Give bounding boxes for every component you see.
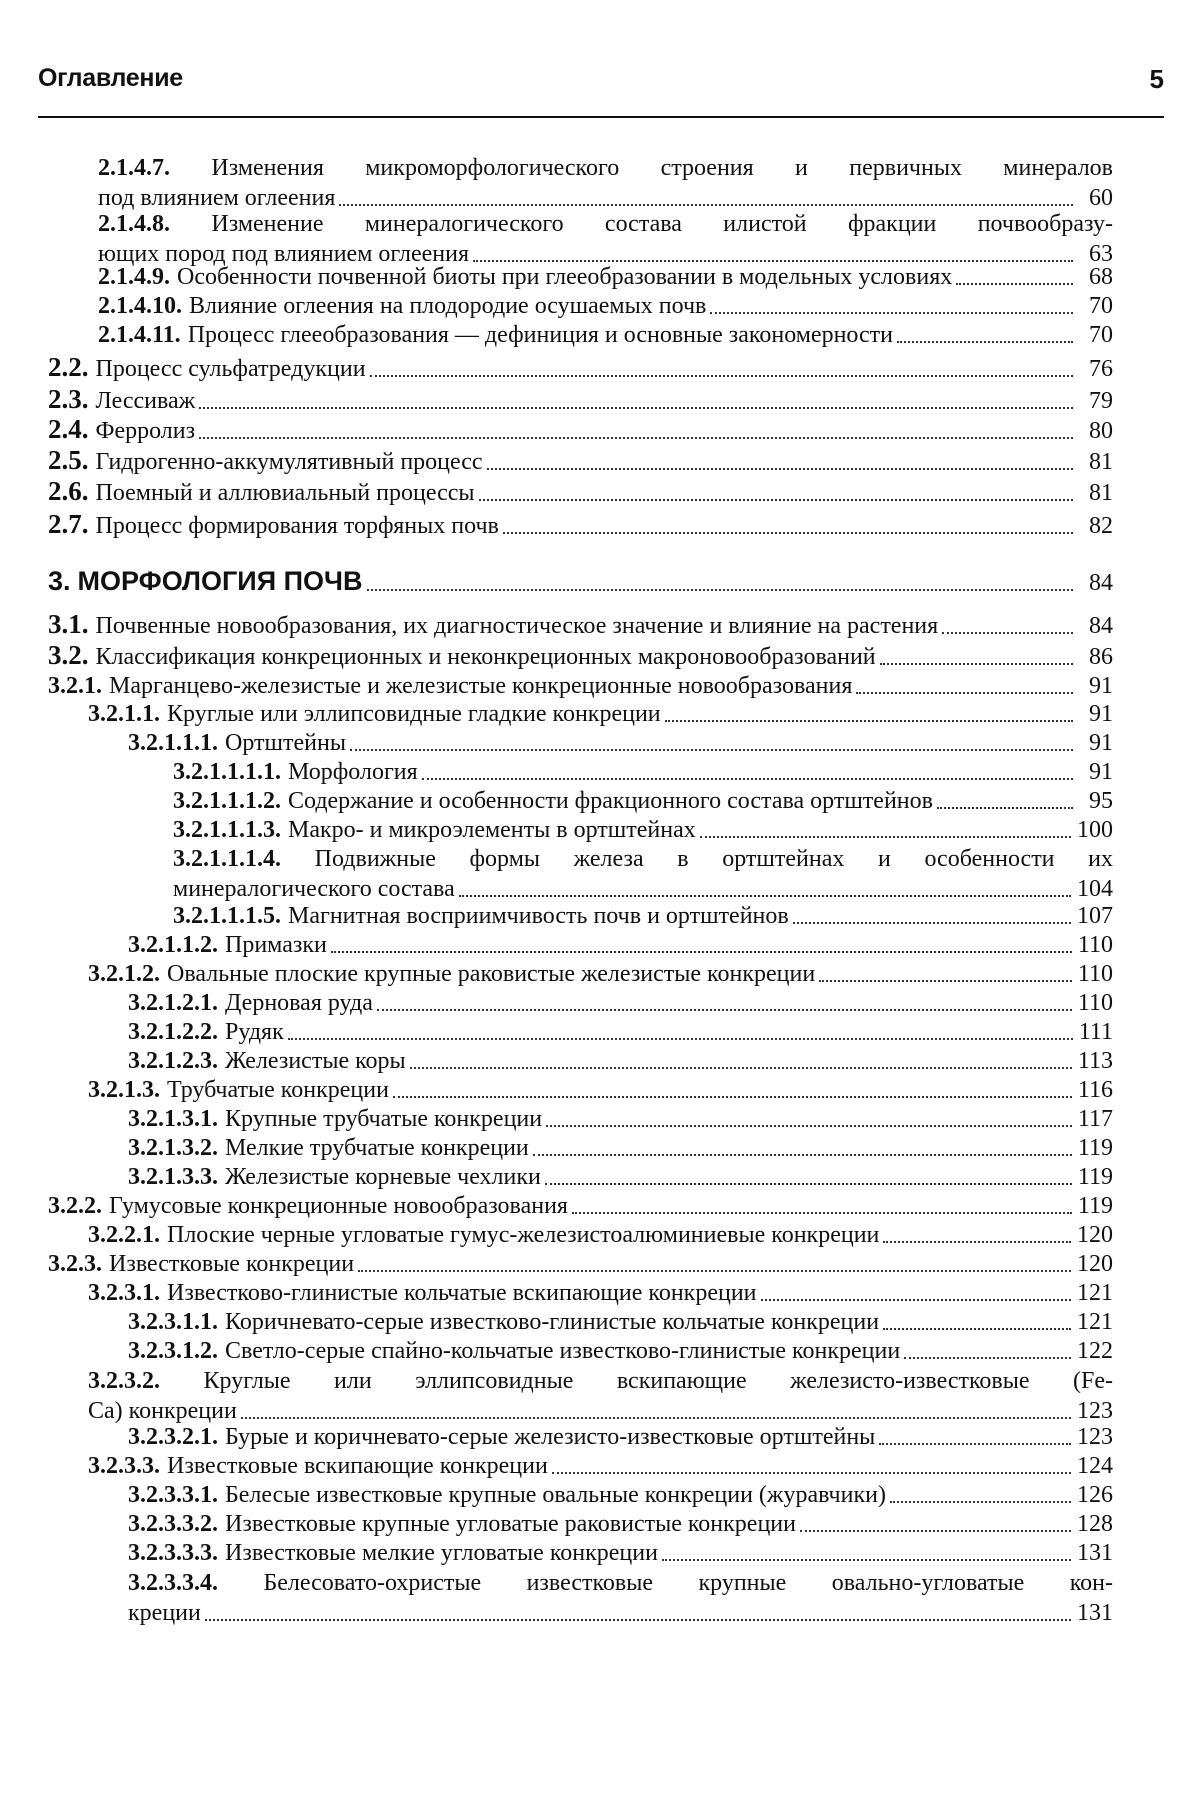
toc-entry-title-start: Изменение минералогического состава илистой фракции почвообразу-: [211, 211, 1114, 237]
toc-entry-title: Белесые известковые крупные овальные конкреции (журавчики): [225, 1482, 886, 1508]
toc-entry-line: [48, 609, 1113, 641]
toc-entry-page: 82: [1089, 513, 1113, 539]
toc-entry-line: [128, 1017, 1113, 1047]
dot-leader: [761, 1298, 1071, 1301]
toc-entry[interactable]: [128, 988, 1113, 1018]
toc-entry-title: Лессиваж: [95, 388, 196, 414]
toc-entry-number: 2.4.: [48, 414, 89, 444]
toc-entry-page: 120: [1077, 1222, 1113, 1248]
toc-entry[interactable]: [48, 384, 1113, 416]
toc-entry-number: 3.2.3.3.3.: [128, 1540, 218, 1566]
toc-entry-number: 3.2.1.1.1.4.: [173, 846, 281, 872]
toc-entry[interactable]: [173, 844, 1113, 904]
toc-entry-page: 60: [1089, 185, 1113, 211]
toc-entry-line: [128, 1509, 1113, 1539]
toc-entry[interactable]: [48, 671, 1113, 701]
dot-leader: [533, 1153, 1072, 1156]
dot-leader: [956, 282, 1073, 285]
toc-entry-number: 2.1.4.11.: [98, 322, 181, 348]
toc-entry-title: Ортштейны: [225, 730, 346, 756]
toc-entry-line: [98, 262, 1113, 292]
toc-entry-page: 91: [1089, 673, 1113, 699]
dot-leader: [487, 467, 1073, 470]
toc-entry[interactable]: [88, 1220, 1113, 1250]
toc-entry-title: Морфология: [288, 759, 418, 785]
toc-entry-line: [128, 1046, 1113, 1076]
dot-leader: [880, 662, 1073, 665]
toc-entry-number: 3.2.1.2.3.: [128, 1048, 218, 1074]
toc-entry-page: 116: [1077, 1077, 1113, 1103]
toc-entry-line: [128, 988, 1113, 1018]
toc-entry[interactable]: [128, 728, 1113, 758]
toc-entry-page: 81: [1089, 480, 1113, 506]
toc-entry-title: Бурые и коричневато-серые железисто-известковые ортштейны: [225, 1424, 876, 1450]
toc-entry-line: [48, 671, 1113, 701]
toc-entry-page: 63: [1089, 241, 1113, 267]
toc-entry-page: 91: [1089, 759, 1113, 785]
toc-entry-title: Рудяк: [225, 1019, 284, 1045]
toc-entry-title: Светло-серые спайно-кольчатые известково-глинистые конкреции: [225, 1338, 901, 1364]
dot-leader: [897, 340, 1073, 343]
toc-entry-page: 128: [1077, 1511, 1113, 1537]
toc-entry-number: 3.2.1.3.1.: [128, 1106, 218, 1132]
toc-entry-line: [88, 1220, 1113, 1250]
toc-entry-number: 2.1.4.8.: [98, 211, 170, 237]
toc-entry-page: 80: [1089, 418, 1113, 444]
toc-entry[interactable]: [128, 1104, 1113, 1134]
toc-entry-title: Поемный и аллювиальный процессы: [95, 480, 475, 506]
toc-entry-title: ющих пород под влиянием оглеения: [98, 241, 470, 267]
toc-entry-title: Гидрогенно-аккумулятивный процесс: [95, 449, 483, 475]
toc-entry[interactable]: [88, 959, 1113, 989]
toc-entry-page: 95: [1089, 788, 1113, 814]
toc-entry-first-line: [128, 1568, 1113, 1598]
toc-entry-first-line: [98, 209, 1113, 239]
toc-entry-page: 110: [1077, 932, 1113, 958]
toc-entry-title: Ферролиз: [95, 418, 196, 444]
toc-entry-page: 117: [1077, 1106, 1113, 1132]
toc-entry-number: 3.2.1.1.1.1.: [173, 759, 281, 785]
dot-leader: [904, 1356, 1071, 1359]
toc-entry-line: [173, 815, 1113, 845]
toc-entry-number: 3.2.1.3.3.: [128, 1164, 218, 1190]
toc-entry-line: [48, 445, 1113, 477]
toc-entry-line: [98, 320, 1113, 350]
toc-entry-number: 3.2.2.: [48, 1193, 102, 1219]
toc-entry-page: 111: [1078, 1019, 1113, 1045]
toc-entry[interactable]: [173, 757, 1113, 787]
toc-entry-number: 3.2.1.1.1.2.: [173, 788, 281, 814]
toc-entry-page: 79: [1089, 388, 1113, 414]
dot-leader: [819, 979, 1072, 982]
dot-leader: [367, 588, 1074, 591]
toc-entry-page: 126: [1077, 1482, 1113, 1508]
dot-leader: [572, 1211, 1072, 1214]
toc-entry-number: 3.2.1.1.: [88, 701, 160, 727]
toc-entry-title: Крупные трубчатые конкреции: [225, 1106, 543, 1132]
toc-entry-page: 121: [1077, 1280, 1113, 1306]
dot-leader: [883, 1327, 1071, 1330]
toc-entry-line: [128, 1480, 1113, 1510]
toc-entry-title-start: Белесовато-охристые известковые крупные овально-угловатые кон-: [263, 1570, 1114, 1596]
toc-entry[interactable]: [88, 1075, 1113, 1105]
toc-entry-title: Известково-глинистые кольчатые вскипающие конкреции: [167, 1280, 757, 1306]
toc-entry-number: 3.2.: [48, 640, 89, 670]
toc-entry-page: 70: [1089, 322, 1113, 348]
toc-entry-page: 104: [1077, 876, 1113, 902]
toc-entry-page: 123: [1077, 1424, 1113, 1450]
toc-entry-number: 3.2.3.3.: [88, 1453, 160, 1479]
dot-leader: [288, 1037, 1073, 1040]
toc-entry[interactable]: [88, 1451, 1113, 1481]
toc-entry-title: Круглые или эллипсовидные гладкие конкреции: [167, 701, 661, 727]
toc-entry-page: 68: [1089, 264, 1113, 290]
toc-entry-line: [48, 566, 1113, 598]
toc-entry-page: 121: [1077, 1309, 1113, 1335]
toc-entry-page: 110: [1077, 961, 1113, 987]
dot-leader: [710, 311, 1073, 314]
dot-leader: [199, 436, 1073, 439]
toc-entry-number: 3.2.1.2.2.: [128, 1019, 218, 1045]
toc-entry-page: 131: [1077, 1600, 1113, 1626]
dot-leader: [241, 1416, 1071, 1419]
toc-entry-number: 3.2.1.3.2.: [128, 1135, 218, 1161]
dot-leader: [879, 1442, 1071, 1445]
dot-leader: [552, 1471, 1071, 1474]
toc-entry-number: 3.2.1.2.: [88, 961, 160, 987]
toc-entry-page: 131: [1077, 1540, 1113, 1566]
toc-entry-title-start: Изменения микроморфологического строения и первичных минералов: [211, 155, 1114, 181]
toc-entry[interactable]: [48, 640, 1113, 672]
toc-entry-number: 3.2.1.2.1.: [128, 990, 218, 1016]
toc-entry-title-start: Круглые или эллипсовидные вскипающие железисто-известковые (Fe-: [203, 1368, 1114, 1394]
toc-entry-title: Почвенные новообразования, их диагностическое значение и влияние на растения: [95, 613, 939, 639]
toc-entry-title: Плоские черные угловатые гумус-железистоалюминиевые конкреции: [167, 1222, 880, 1248]
toc-entry-line: [128, 1538, 1113, 1568]
toc-entry-title: минералогического состава: [173, 876, 455, 902]
toc-entry-line: [48, 509, 1113, 541]
toc-entry-title: Трубчатые конкреции: [167, 1077, 389, 1103]
toc-entry-page: 119: [1077, 1164, 1113, 1190]
toc-entry-page: 91: [1089, 701, 1113, 727]
toc-entry-number: 3.2.3.3.2.: [128, 1511, 218, 1537]
toc-entry-number: 2.3.: [48, 384, 89, 414]
toc-entry-title: Процесс формирования торфяных почв: [95, 513, 499, 539]
toc-entry-line: [48, 1249, 1113, 1279]
toc-entry-first-line: [173, 844, 1113, 874]
dot-leader: [546, 1124, 1072, 1127]
toc-entry-line: [128, 1162, 1113, 1192]
toc-entry-number: 3.2.3.3.1.: [128, 1482, 218, 1508]
dot-leader: [205, 1618, 1071, 1621]
toc-entry-page: 76: [1089, 356, 1113, 382]
toc-entry[interactable]: [48, 509, 1113, 541]
toc-entry-line: [48, 414, 1113, 446]
toc-entry-page: 123: [1077, 1398, 1113, 1424]
toc-entry-line: [173, 757, 1113, 787]
dot-leader: [350, 748, 1073, 751]
toc-entry[interactable]: [128, 1133, 1113, 1163]
toc-entry-title: Известковые вскипающие конкреции: [167, 1453, 548, 1479]
toc-entry[interactable]: [128, 1422, 1113, 1452]
toc-entry-number: 3.: [48, 566, 71, 596]
toc-entry[interactable]: [173, 815, 1113, 845]
toc-entry-line: [173, 901, 1113, 931]
header-title: Оглавление: [38, 64, 183, 92]
toc-entry[interactable]: [128, 1336, 1113, 1366]
toc-entry-title: Известковые конкреции: [109, 1251, 355, 1277]
toc-entry-number: 3.1.: [48, 609, 89, 639]
toc-entry[interactable]: [48, 445, 1113, 477]
toc-entry[interactable]: [128, 1162, 1113, 1192]
toc-entry-title: Содержание и особенности фракционного состава ортштейнов: [288, 788, 933, 814]
toc-entry-number: 3.2.1.1.1.: [128, 730, 218, 756]
toc-entry[interactable]: [98, 153, 1113, 213]
toc-entry-number: 3.2.1.1.2.: [128, 932, 218, 958]
toc-entry-title: Коричневато-серые известково-глинистые кольчатые конкреции: [225, 1309, 880, 1335]
toc-entry-line: [88, 1451, 1113, 1481]
dot-leader: [665, 719, 1073, 722]
toc-entry-title: Железистые корневые чехлики: [225, 1164, 541, 1190]
dot-leader: [856, 691, 1073, 694]
toc-entry-line: [128, 1422, 1113, 1452]
toc-entry-line: [128, 1133, 1113, 1163]
toc-entry-line: [173, 874, 1113, 904]
toc-entry-number: 3.2.2.1.: [88, 1222, 160, 1248]
toc-entry-number: 2.1.4.10.: [98, 293, 182, 319]
toc-entry-number: 3.2.3.1.1.: [128, 1309, 218, 1335]
toc-entry-page: 119: [1077, 1193, 1113, 1219]
dot-leader: [370, 374, 1073, 377]
toc-entry-line: [48, 1191, 1113, 1221]
toc-entry-page: 70: [1089, 293, 1113, 319]
toc-entry-line: [48, 640, 1113, 672]
dot-leader: [883, 1240, 1071, 1243]
dot-leader: [393, 1095, 1072, 1098]
dot-leader: [503, 531, 1073, 534]
toc-entry-line: [48, 384, 1113, 416]
toc-entry-page: 81: [1089, 449, 1113, 475]
toc-entry-title: Ca) конкреции: [88, 1398, 237, 1424]
toc-entry-number: 3.2.1.: [48, 673, 102, 699]
toc-entry-number: 3.2.3.3.4.: [128, 1570, 218, 1596]
toc-entry[interactable]: [128, 1538, 1113, 1568]
toc-entry-first-line: [98, 153, 1113, 183]
toc-entry[interactable]: [173, 901, 1113, 931]
toc-entry-line: [128, 1598, 1113, 1628]
toc-entry[interactable]: [173, 786, 1113, 816]
dot-leader: [800, 1529, 1071, 1532]
toc-entry-number: 3.2.3.1.2.: [128, 1338, 218, 1364]
toc-entry[interactable]: [88, 1278, 1113, 1308]
toc-entry[interactable]: [48, 1191, 1113, 1221]
toc-entry-title: Известковые мелкие угловатые конкреции: [225, 1540, 658, 1566]
dot-leader: [331, 950, 1072, 953]
toc-entry-number: 3.2.1.1.1.5.: [173, 903, 281, 929]
toc-entry-line: [88, 959, 1113, 989]
dot-leader: [339, 203, 1073, 206]
toc-entry-number: 3.2.3.1.: [88, 1280, 160, 1306]
toc-entry[interactable]: [48, 352, 1113, 384]
toc-entry-page: 86: [1089, 644, 1113, 670]
running-header: [38, 64, 1164, 118]
toc-entry-number: 2.5.: [48, 445, 89, 475]
toc-entry[interactable]: [128, 1568, 1113, 1628]
toc-entry[interactable]: [88, 699, 1113, 729]
dot-leader: [422, 777, 1073, 780]
toc-entry[interactable]: [128, 1017, 1113, 1047]
toc-entry[interactable]: [98, 209, 1113, 269]
dot-leader: [459, 894, 1071, 897]
toc-entry-page: 124: [1077, 1453, 1113, 1479]
toc-entry-line: [173, 786, 1113, 816]
toc-entry-title: Магнитная восприимчивость почв и ортштейнов: [288, 903, 789, 929]
toc-entry-page: 122: [1077, 1338, 1113, 1364]
toc-entry-line: [88, 699, 1113, 729]
toc-entry[interactable]: [48, 566, 1113, 598]
toc-entry-line: [128, 1307, 1113, 1337]
header-page-number: 5: [1149, 64, 1164, 94]
toc-entry-title: Мелкие трубчатые конкреции: [225, 1135, 529, 1161]
toc-entry[interactable]: [128, 1046, 1113, 1076]
dot-leader: [358, 1269, 1071, 1272]
toc-entry-page: 91: [1089, 730, 1113, 756]
toc-entry-title: Дерновая руда: [225, 990, 373, 1016]
toc-entry-title: Влияние оглеения на плодородие осушаемых почв: [189, 293, 707, 319]
toc-entry-title: Классификация конкреционных и неконкреционных макроновообразований: [95, 644, 876, 670]
toc-entry-line: [48, 476, 1113, 508]
toc-entry-number: 3.2.3.2.1.: [128, 1424, 218, 1450]
toc-entry-page: 84: [1089, 613, 1113, 639]
toc-entry-number: 2.1.4.9.: [98, 264, 170, 290]
toc-entry[interactable]: [128, 1480, 1113, 1510]
toc-entry[interactable]: [48, 414, 1113, 446]
toc-entry-title: Железистые коры: [225, 1048, 406, 1074]
toc-entry-line: [88, 1075, 1113, 1105]
toc-entry-page: 100: [1077, 817, 1113, 843]
toc-entry-title: Марганцево-железистые и железистые конкреционные новообразования: [109, 673, 853, 699]
toc-entry-title: Известковые крупные угловатые раковистые конкреции: [225, 1511, 796, 1537]
dot-leader: [199, 406, 1073, 409]
toc-entry-title: Макро- и микроэлементы в ортштейнах: [288, 817, 696, 843]
toc-entry-number: 2.1.4.7.: [98, 155, 170, 181]
dot-leader: [479, 498, 1073, 501]
dot-leader: [937, 806, 1073, 809]
dot-leader: [942, 631, 1073, 634]
toc-entry[interactable]: [128, 1307, 1113, 1337]
toc-entry-line: [128, 1336, 1113, 1366]
toc-entry-number: 3.2.3.2.: [88, 1368, 160, 1394]
toc-entry-title: Процесс сульфатредукции: [95, 356, 366, 382]
toc-entry-title: Особенности почвенной биоты при глееобразовании в модельных условиях: [177, 264, 953, 290]
toc-entry-line: [98, 291, 1113, 321]
toc-entry-line: [48, 352, 1113, 384]
toc-entry-title: Гумусовые конкреционные новообразования: [109, 1193, 568, 1219]
toc-entry-page: 110: [1077, 990, 1113, 1016]
toc-entry-line: [128, 728, 1113, 758]
dot-leader: [662, 1558, 1071, 1561]
toc-entry[interactable]: [48, 476, 1113, 508]
toc-entry-number: 2.6.: [48, 476, 89, 506]
dot-leader: [700, 835, 1071, 838]
dot-leader: [377, 1008, 1072, 1011]
toc-entry[interactable]: [128, 1509, 1113, 1539]
toc-entry-page: 113: [1077, 1048, 1113, 1074]
toc-entry-page: 119: [1077, 1135, 1113, 1161]
toc-entry-title: МОРФОЛОГИЯ ПОЧВ: [77, 566, 363, 596]
toc-entry-line: [128, 1104, 1113, 1134]
toc-entry-title: Примазки: [225, 932, 327, 958]
toc-entry-title: под влиянием оглеения: [98, 185, 336, 211]
toc-entry-number: 3.2.1.1.1.3.: [173, 817, 281, 843]
dot-leader: [545, 1182, 1072, 1185]
toc-entry-page: 107: [1077, 903, 1113, 929]
toc-entry-title-start: Подвижные формы железа в ортштейнах и особенности их: [314, 846, 1114, 872]
dot-leader: [793, 921, 1071, 924]
toc-entry[interactable]: [48, 1249, 1113, 1279]
toc-entry[interactable]: [98, 320, 1113, 350]
toc-entry-line: [88, 1278, 1113, 1308]
toc-entry[interactable]: [48, 609, 1113, 641]
toc-entry[interactable]: [88, 1366, 1113, 1426]
toc-entry-first-line: [88, 1366, 1113, 1396]
toc-entry-number: 2.2.: [48, 352, 89, 382]
toc-entry-page: 84: [1089, 570, 1113, 596]
toc-entry-title: Процесс глееобразования — дефиниция и основные закономерности: [187, 322, 894, 348]
toc-entry-title: Овальные плоские крупные раковистые железистые конкреции: [167, 961, 816, 987]
dot-leader: [410, 1066, 1072, 1069]
toc-entry[interactable]: [98, 262, 1113, 292]
toc-entry-number: 3.2.1.3.: [88, 1077, 160, 1103]
toc-entry-page: 120: [1077, 1251, 1113, 1277]
dot-leader: [890, 1500, 1071, 1503]
toc-entry[interactable]: [128, 930, 1113, 960]
toc-entry-title: креции: [128, 1600, 201, 1626]
toc-entry[interactable]: [98, 291, 1113, 321]
toc-entry-number: 3.2.3.: [48, 1251, 102, 1277]
toc-entry-number: 2.7.: [48, 509, 89, 539]
toc-entry-line: [128, 930, 1113, 960]
